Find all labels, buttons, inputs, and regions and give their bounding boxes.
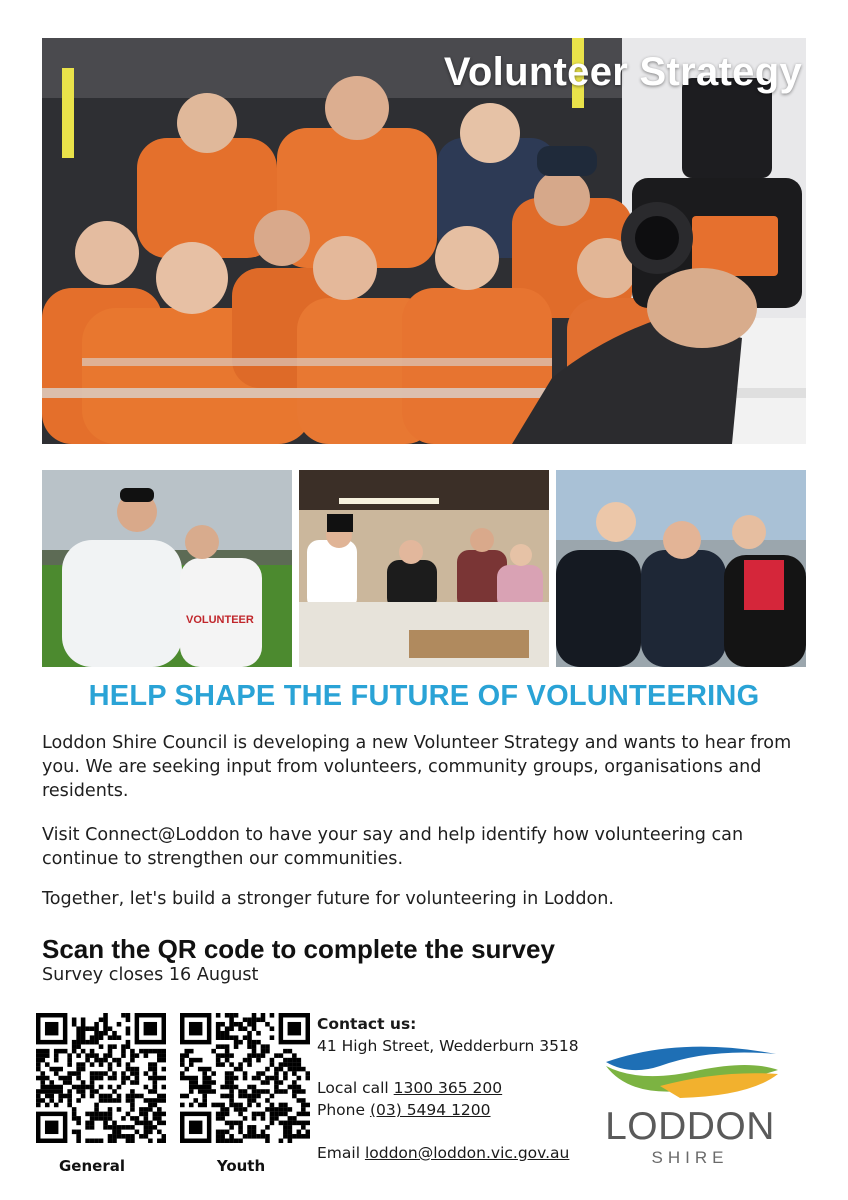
local-call-label: Local call [317,1079,394,1097]
email-link[interactable]: loddon@loddon.vic.gov.au [364,1144,570,1162]
sports-ground-illustration [42,470,292,667]
phone-link[interactable]: (03) 5494 1200 [369,1101,491,1119]
loddon-shire-logo [600,1040,780,1170]
email-line [317,1144,569,1162]
local-call-link[interactable]: 1300 365 200 [393,1079,503,1097]
general-qr-label: General [59,1157,125,1175]
email-label: Email [317,1144,365,1162]
local-call-line [317,1079,502,1097]
survey-closes-text: Survey closes 16 August [42,965,259,985]
volunteer-photo-museum [299,470,549,667]
headline: HELP SHAPE THE FUTURE OF VOLUNTEERING [88,680,760,712]
phone-line [317,1101,491,1119]
volunteer-photo-netball [556,470,806,667]
phone-label: Phone [317,1101,370,1119]
museum-illustration [299,470,549,667]
youth-qr-label: Youth [216,1157,266,1175]
hero-photo-illustration [42,38,806,444]
contact-address: 41 High Street, Wedderburn 3518 [317,1037,579,1055]
hero-title: Volunteer Strategy [443,50,802,94]
scan-qr-heading: Scan the QR code to complete the survey [42,934,555,964]
connect-paragraph: Visit Connect@Loddon to have your say and help identify how volunteering can continue to strengthen our communities. [42,825,744,869]
logo-subtitle: SHIRE [651,1148,729,1167]
hero-photo [42,38,806,444]
volunteer-shirt-text: VOLUNTEER [186,614,254,626]
youth-qr-code[interactable] [180,1013,310,1143]
contact-heading: Contact us: [317,1015,417,1033]
closing-paragraph: Together, let's build a stronger future for volunteering in Loddon. [42,889,615,909]
intro-paragraph: Loddon Shire Council is developing a new Volunteer Strategy and wants to hear from you. We are seeking input from volunteers, community groups, organisations and residents. [42,733,792,801]
logo-word: LODDON [605,1105,775,1148]
netball-illustration [556,470,806,667]
logo-swoosh-icon [600,1040,780,1102]
general-qr-code[interactable] [36,1013,166,1143]
volunteer-photo-sports-ground [42,470,292,667]
